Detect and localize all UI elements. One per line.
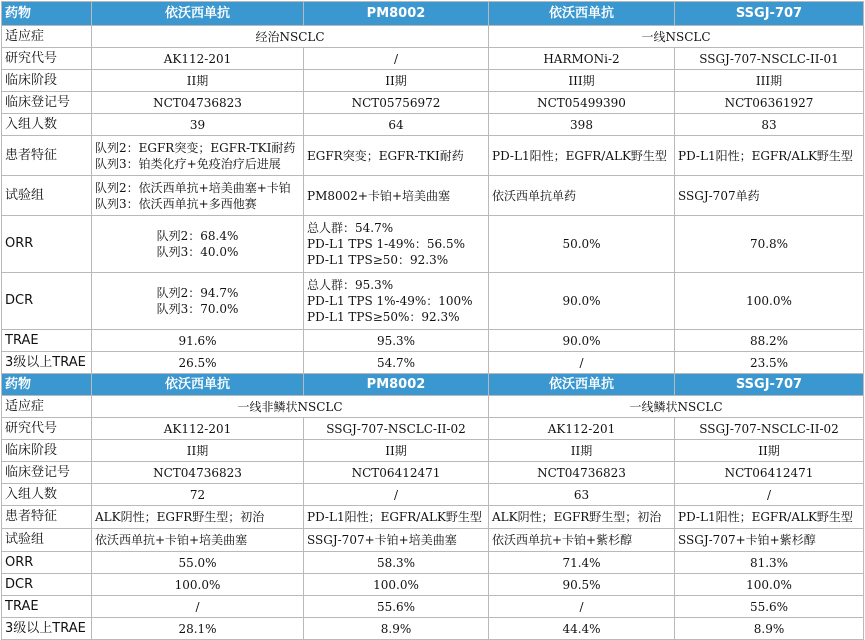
- table2-patient-row: [2, 506, 864, 529]
- table-cell: 63: [489, 484, 675, 506]
- table-cell: 83: [675, 114, 864, 136]
- table-cell: NCT05499390: [489, 92, 675, 114]
- header-drug-1: 依沃西单抗: [92, 2, 304, 26]
- row-label: DCR: [2, 273, 92, 330]
- table2-study-row: [2, 418, 864, 440]
- row-label: TRAE: [2, 330, 92, 352]
- table-cell: /: [489, 596, 675, 618]
- cell-line: 队列2：68.4%: [156, 229, 239, 243]
- table-cell: 44.4%: [489, 618, 675, 640]
- table-cell: SSGJ-707+卡铂+紫杉醇: [675, 529, 864, 552]
- table-cell: NCT04736823: [92, 92, 304, 114]
- table-cell: 58.3%: [304, 552, 489, 574]
- row-label: ORR: [2, 552, 92, 574]
- table-cell: 90.0%: [489, 330, 675, 352]
- table-cell: EGFR突变；EGFR-TKI耐药: [304, 136, 489, 176]
- table-cell: 90.5%: [489, 574, 675, 596]
- table-cell: 23.5%: [675, 352, 864, 374]
- header-drug-1: 依沃西单抗: [92, 374, 304, 396]
- table-cell: II期: [92, 440, 304, 462]
- table-cell: [92, 176, 304, 216]
- table-cell: ALK阴性；EGFR野生型；初治: [489, 506, 675, 529]
- table1-trae-row: [2, 330, 864, 352]
- table-cell: 70.8%: [675, 216, 864, 273]
- table-cell: PD-L1阳性；EGFR/ALK野生型: [489, 136, 675, 176]
- table-cell: 81.3%: [675, 552, 864, 574]
- cell-line: 队列2：依沃西单抗+培美曲塞+卡铂: [95, 180, 291, 195]
- table1-orr-row: [2, 216, 864, 273]
- table-cell: 398: [489, 114, 675, 136]
- table-cell: 依沃西单抗+卡铂+紫杉醇: [489, 529, 675, 552]
- table-cell: 55.6%: [304, 596, 489, 618]
- comparison-table: [1, 1, 864, 640]
- table-cell: NCT04736823: [92, 462, 304, 484]
- cell-line: PD-L1 TPS 1-49%：56.5%: [307, 237, 465, 251]
- table-cell: SSGJ-707单药: [675, 176, 864, 216]
- table-cell: PM8002+卡铂+培美曲塞: [304, 176, 489, 216]
- table-cell: AK112-201: [92, 48, 304, 70]
- table-cell: HARMONi-2: [489, 48, 675, 70]
- table-cell: SSGJ-707+卡铂+培美曲塞: [304, 529, 489, 552]
- cell-line: 总人群：95.3%: [307, 278, 394, 292]
- table-cell: NCT05756972: [304, 92, 489, 114]
- table-cell: /: [304, 48, 489, 70]
- row-label: 临床登记号: [2, 462, 92, 484]
- table-cell: /: [675, 484, 864, 506]
- table-cell: SSGJ-707-NSCLC-II-01: [675, 48, 864, 70]
- indication-left: 经治NSCLC: [92, 26, 489, 48]
- table-cell: 100.0%: [92, 574, 304, 596]
- table-cell: [304, 273, 489, 330]
- row-label: 临床阶段: [2, 440, 92, 462]
- indication-right: 一线鳞状NSCLC: [489, 396, 864, 418]
- table1-dcr-row: [2, 273, 864, 330]
- indication-left: 一线非鳞状NSCLC: [92, 396, 489, 418]
- table1-registration-row: [2, 92, 864, 114]
- table2-arm-row: [2, 529, 864, 552]
- table2-registration-row: [2, 462, 864, 484]
- cell-line: 队列2：EGFR突变；EGFR-TKI耐药: [95, 140, 296, 155]
- table-cell: II期: [304, 70, 489, 92]
- table-cell: 8.9%: [304, 618, 489, 640]
- row-label: 入组人数: [2, 484, 92, 506]
- cell-line: 总人群：54.7%: [307, 221, 394, 235]
- table1-phase-row: [2, 70, 864, 92]
- cell-line: 队列3：40.0%: [156, 245, 239, 259]
- table2-dcr-row: [2, 574, 864, 596]
- table1-arm-row: [2, 176, 864, 216]
- indication-right: 一线NSCLC: [489, 26, 864, 48]
- table-cell: [92, 136, 304, 176]
- table-cell: 55.0%: [92, 552, 304, 574]
- table-cell: 26.5%: [92, 352, 304, 374]
- table1-header-row: [2, 2, 864, 26]
- table-cell: 100.0%: [675, 574, 864, 596]
- table-cell: III期: [489, 70, 675, 92]
- row-label: 适应症: [2, 26, 92, 48]
- table-cell: 依沃西单抗单药: [489, 176, 675, 216]
- table-cell: 39: [92, 114, 304, 136]
- table-cell: 55.6%: [675, 596, 864, 618]
- table-cell: 72: [92, 484, 304, 506]
- table2-trae-row: [2, 596, 864, 618]
- cell-line: 队列3：铂类化疗+免疫治疗后进展: [95, 156, 281, 171]
- table-cell: PD-L1阳性；EGFR/ALK野生型: [675, 136, 864, 176]
- table2-grade3-row: [2, 618, 864, 640]
- table-cell: 100.0%: [675, 273, 864, 330]
- header-drug-3: 依沃西单抗: [489, 2, 675, 26]
- table-cell: [92, 216, 304, 273]
- cell-line: PD-L1 TPS≥50：92.3%: [307, 253, 449, 267]
- header-drug-4: SSGJ-707: [675, 2, 864, 26]
- row-label: 试验组: [2, 176, 92, 216]
- table1-indication-row: [2, 26, 864, 48]
- table2-enrollment-row: [2, 484, 864, 506]
- table-cell: NCT06412471: [304, 462, 489, 484]
- table-cell: II期: [304, 440, 489, 462]
- table-cell: 64: [304, 114, 489, 136]
- row-label: 患者特征: [2, 136, 92, 176]
- row-label: 研究代号: [2, 48, 92, 70]
- table2-header-row: [2, 374, 864, 396]
- table-cell: 100.0%: [304, 574, 489, 596]
- row-label: DCR: [2, 574, 92, 596]
- table-cell: /: [304, 484, 489, 506]
- table1-enrollment-row: [2, 114, 864, 136]
- row-label: 患者特征: [2, 506, 92, 529]
- table-cell: 54.7%: [304, 352, 489, 374]
- row-label: 临床阶段: [2, 70, 92, 92]
- table-cell: 95.3%: [304, 330, 489, 352]
- table-cell: SSGJ-707-NSCLC-II-02: [304, 418, 489, 440]
- cell-line: 队列2：94.7%: [156, 286, 239, 300]
- table-cell: III期: [675, 70, 864, 92]
- header-drug-2: PM8002: [304, 2, 489, 26]
- table-cell: NCT04736823: [489, 462, 675, 484]
- cell-line: PD-L1 TPS 1%-49%：100%: [307, 294, 473, 308]
- table-cell: PD-L1阳性；EGFR/ALK野生型: [304, 506, 489, 529]
- table2-indication-row: [2, 396, 864, 418]
- row-label: TRAE: [2, 596, 92, 618]
- row-label: 试验组: [2, 529, 92, 552]
- header-drug-3: 依沃西单抗: [489, 374, 675, 396]
- header-drug: 药物: [2, 374, 92, 396]
- table-cell: /: [489, 352, 675, 374]
- table-cell: 91.6%: [92, 330, 304, 352]
- table-cell: [304, 216, 489, 273]
- table-cell: 依沃西单抗+卡铂+培美曲塞: [92, 529, 304, 552]
- table-cell: 71.4%: [489, 552, 675, 574]
- row-label: 研究代号: [2, 418, 92, 440]
- table-cell: PD-L1阳性；EGFR/ALK野生型: [675, 506, 864, 529]
- table1-study-row: [2, 48, 864, 70]
- table-cell: [92, 273, 304, 330]
- table-cell: AK112-201: [489, 418, 675, 440]
- table-cell: 28.1%: [92, 618, 304, 640]
- table-cell: 50.0%: [489, 216, 675, 273]
- table2-phase-row: [2, 440, 864, 462]
- row-label: 临床登记号: [2, 92, 92, 114]
- row-label: 3级以上TRAE: [2, 352, 92, 374]
- table-cell: /: [92, 596, 304, 618]
- cell-line: 队列3：依沃西单抗+多西他赛: [95, 196, 257, 211]
- table-cell: 88.2%: [675, 330, 864, 352]
- header-drug: 药物: [2, 2, 92, 26]
- table-cell: SSGJ-707-NSCLC-II-02: [675, 418, 864, 440]
- table-cell: II期: [92, 70, 304, 92]
- row-label: 入组人数: [2, 114, 92, 136]
- header-drug-2: PM8002: [304, 374, 489, 396]
- table1-patient-row: [2, 136, 864, 176]
- header-drug-4: SSGJ-707: [675, 374, 864, 396]
- table2-orr-row: [2, 552, 864, 574]
- table1-grade3-row: [2, 352, 864, 374]
- table-cell: 8.9%: [675, 618, 864, 640]
- table-cell: ALK阴性；EGFR野生型；初治: [92, 506, 304, 529]
- table-cell: 90.0%: [489, 273, 675, 330]
- table-cell: AK112-201: [92, 418, 304, 440]
- table-cell: NCT06412471: [675, 462, 864, 484]
- row-label: 适应症: [2, 396, 92, 418]
- table-cell: II期: [489, 440, 675, 462]
- cell-line: PD-L1 TPS≥50%：92.3%: [307, 310, 460, 324]
- row-label: 3级以上TRAE: [2, 618, 92, 640]
- table-cell: II期: [675, 440, 864, 462]
- cell-line: 队列3：70.0%: [156, 302, 239, 316]
- row-label: ORR: [2, 216, 92, 273]
- table-cell: NCT06361927: [675, 92, 864, 114]
